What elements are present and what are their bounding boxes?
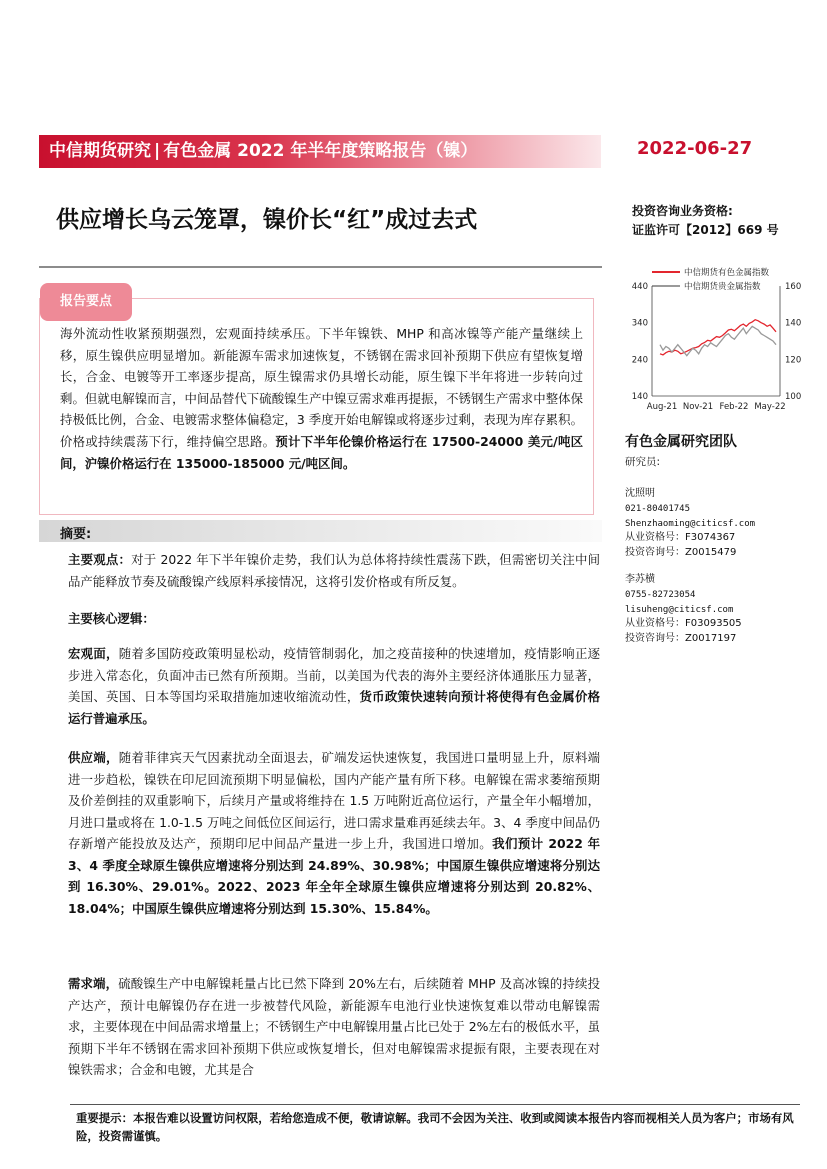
summary-tag: 报告要点	[40, 283, 132, 321]
demand-text: 硫酸镍生产中电解镍耗量占比已然下降到 20%左右，后续随着 MHP 及高冰镍的持续投产达产，预计电解镍仍存在进一步被替代风险，新能源车电池行业快速恢复难以带动电解镍需求，主要体现在中间品需求增量上；不锈钢生产中电解镍用量占比已处于 2%左右的极低水平，虽预期下半年不锈钢在需求回补预期下供应或恢复增长，但对电解镍需求提振有限，主要表现在对镍铁需求；合金和电镀，尤其是合	[68, 976, 600, 1077]
supply-label: 供应端，	[68, 750, 119, 765]
org-name: 中信期货研究	[49, 141, 151, 161]
abstract-heading: 摘要:	[60, 527, 92, 542]
y-left-tick-label: 240	[631, 355, 648, 366]
x-tick-label: Aug-21	[646, 402, 678, 412]
qualification-line1: 投资咨询业务资格:	[632, 204, 733, 218]
analyst-phone: 021-80401745	[625, 503, 691, 514]
summary-text	[60, 323, 583, 474]
footer-disclaimer: 重要提示：本报告难以设置访问权限，若给您造成不便，敬请谅解。我司不会因为关注、收到或阅读本报告内容而视相关人员为客户；市场有风险，投资需谨慎。	[76, 1111, 794, 1143]
macro-text: 随着多国防疫政策明显松动，疫情管制弱化，加之疫苗接种的快速增加，疫情影响正逐步进入常态化，负面冲击已然有所预期。当前，以美国为代表的海外主要经济体通胀压力显著，美国、英国、日本等国均采取措施加速收缩流动性，	[68, 646, 601, 704]
y-right-tick-label: 140	[785, 318, 802, 329]
summary-forecast: 预计下半年伦镍价格运行在 17500-24000 美元/吨区间，沪镍价格运行在 135000-185000 元/吨区间。	[60, 433, 584, 471]
report-date: 2022-06-27	[637, 138, 753, 159]
report-name: 有色金属 2022 年半年度策略报告（镍）	[163, 141, 478, 161]
x-tick-label: Feb-22	[719, 402, 749, 412]
index-chart	[620, 262, 816, 418]
supply-forecast: 我们预计 2022 年 3、4 季度全球原生镍供应增速将分别达到 24.89%、30.98%；中国原生镍供应增速将分别达到 16.30%、29.01%。2022、2023 年全年全球原生镍供应增速将分别达到 20.82%、18.04%；中国原生镍供应增速将分别达到 15.30%、15.84%。	[68, 836, 600, 916]
analyst-phone: 0755-82723054	[625, 589, 696, 600]
analyst-card	[625, 573, 742, 647]
researcher-label: 研究员:	[625, 456, 661, 468]
series-line	[660, 320, 776, 355]
supply-text: 随着菲律宾天气因素扰动全面退去，矿端发运快速恢复，我国进口量明显上升，原料端进一步趋松，镍铁在印尼回流预期下明显偏松，国内产能产量有所下移。电解镍在需求萎缩预期及价差倒挂的双重影响下，后续月产量或将维持在 1.5 万吨附近高位运行，产量全年小幅增加，月进口量或将在 1.0-1.5 万吨之间低位区间运行，进口需求量难再延续去年。3、4 季度中间品仍存新增产能投放及达产，预期印尼中间品产量进一步上升，我国进口增加。	[68, 750, 601, 851]
abstract-heading-bar	[39, 520, 602, 542]
supply-paragraph	[68, 747, 600, 919]
x-tick-label: Nov-21	[682, 402, 714, 412]
analyst-name: 沈照明	[625, 488, 655, 499]
demand-paragraph	[68, 973, 600, 1081]
legend-label-precious: 中信期货贵金属指数	[684, 282, 761, 292]
macro-label: 宏观面，	[68, 646, 119, 661]
core-logic-label: 主要核心逻辑：	[68, 611, 155, 626]
core-logic-heading	[68, 608, 600, 630]
y-left-tick-label: 340	[631, 318, 648, 329]
team-title: 有色金属研究团队	[625, 434, 737, 450]
macro-paragraph	[68, 643, 600, 729]
chart-legend	[652, 267, 770, 292]
analyst-card	[625, 487, 755, 561]
main-view-label: 主要观点：	[68, 552, 132, 567]
qualification	[632, 202, 779, 240]
analyst-name: 李苏横	[625, 574, 655, 585]
report-banner	[39, 135, 601, 168]
summary-body: 海外流动性收紧预期强烈，宏观面持续承压。下半年镍铁、MHP 和高冰镍等产能产量继续上移，原生镍供应明显增加。新能源车需求加速恢复，不锈钢在需求回补预期下供应有望恢复增长，合金、电镀等开工率逐步提高，原生镍需求仍具增长动能，原生镍下半年将进一步转向过剩。但就电解镍而言，中间品替代下硫酸镍生产中镍豆需求难再提振，不锈钢生产需求中整体保持极低比例，合金、电镀需求整体偏稳定，3 季度开始电解镍或将逐步过剩，表现为库存累积。价格或持续震荡下行，维持偏空思路。	[60, 326, 583, 449]
y-left-tick-label: 140	[631, 392, 648, 402]
analyst-email[interactable]: lisuheng@citicsf.com	[625, 604, 734, 615]
qualification-line2: 证监许可【2012】669 号	[632, 223, 779, 237]
banner-divider: |	[154, 141, 161, 161]
y-left-tick-label: 440	[631, 282, 648, 292]
y-right-tick-label: 160	[785, 282, 802, 292]
analyst-license: 从业资格号：F3074367	[625, 532, 736, 544]
main-view-paragraph	[68, 549, 600, 592]
demand-label: 需求端，	[68, 976, 119, 991]
y-right-tick-label: 120	[785, 355, 802, 366]
analyst-license: 从业资格号：F03093505	[625, 618, 742, 630]
title-divider	[39, 266, 602, 268]
x-tick-label: May-22	[754, 402, 786, 412]
analyst-email[interactable]: Shenzhaoming@citicsf.com	[625, 518, 756, 529]
footer-divider	[70, 1104, 800, 1105]
analyst-advisory: 投资咨询号：Z0017197	[625, 633, 737, 645]
analyst-advisory: 投资咨询号：Z0015479	[625, 547, 737, 559]
legend-label-nonferrous: 中信期货有色金属指数	[684, 268, 770, 278]
y-right-tick-label: 100	[785, 392, 802, 402]
page-title: 供应增长乌云笼罩，镍价长“红”成过去式	[56, 207, 478, 233]
macro-conclusion: 货币政策快速转向预计将使得有色金属价格运行普遍承压。	[68, 689, 601, 726]
main-view-text: 对于 2022 年下半年镍价走势，我们认为总体将持续性震荡下跌，但需密切关注中间品产能释放节奏及硫酸镍产线原料承接情况，这将引发价格或有所反复。	[68, 552, 600, 589]
